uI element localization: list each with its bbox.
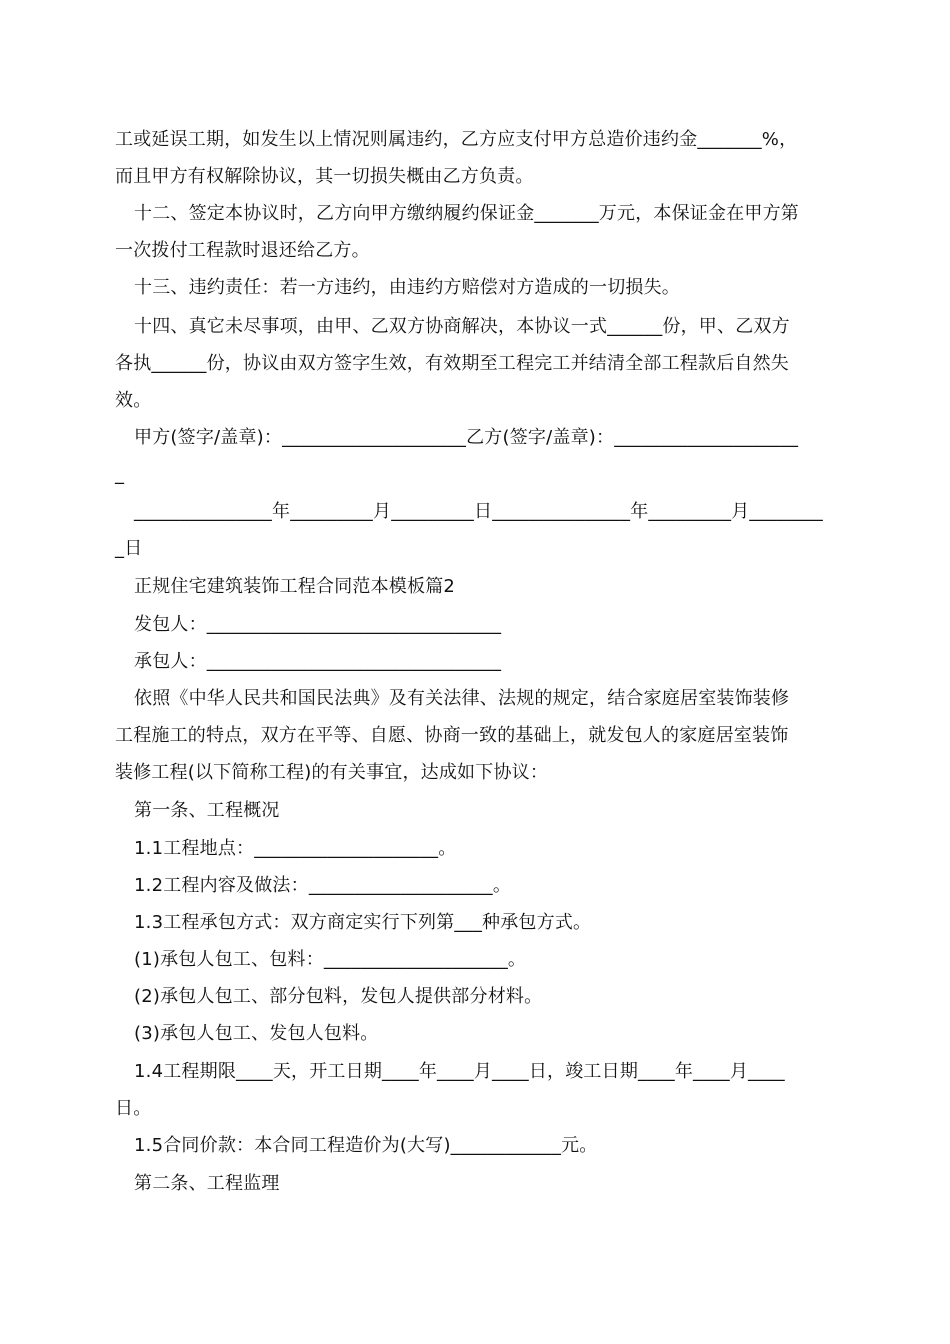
date-line: _______________年_________月_________日_______________年_________月________ (134, 501, 823, 522)
paragraph-line: 各执______份，协议由双方签字生效，有效期至工程完工并结清全部工程款后自然失 (115, 353, 789, 374)
date-line-continuation: _日 (115, 538, 143, 559)
clause-line: (2)承包人包工、部分包料，发包人提供部分材料。 (134, 986, 543, 1007)
clause-line: 1.1工程地点：____________________。 (134, 838, 457, 859)
paragraph-line: 工或延误工期，如发生以上情况则属违约，乙方应支付甲方总造价违约金_______%， (115, 129, 798, 150)
paragraph-line: 工程施工的特点，双方在平等、自愿、协商一致的基础上，就发包人的家庭居室装饰 (115, 725, 789, 746)
paragraph-line: 日。 (115, 1098, 152, 1119)
paragraph-line: 装修工程(以下简称工程)的有关事宜，达成如下协议： (115, 762, 549, 783)
contractor-field: 承包人：________________________________ (134, 651, 502, 672)
clause-14-line: 十四、真它未尽事项，由甲、乙双方协商解决，本协议一式______份，甲、乙双方 (134, 316, 790, 337)
clause-line: 1.5合同价款：本合同工程造价为(大写)____________元。 (134, 1135, 598, 1156)
employer-field: 发包人：________________________________ (134, 614, 502, 635)
clause-line: 1.3工程承包方式：双方商定实行下列第___种承包方式。 (134, 912, 592, 933)
paragraph-line: 一次拨付工程款时退还给乙方。 (115, 240, 370, 261)
paragraph-line: 效。 (115, 390, 152, 411)
signature-line-continuation: _ (115, 464, 125, 485)
clause-line: (3)承包人包工、发包人包料。 (134, 1023, 379, 1044)
clause-line: 1.4工程期限____天，开工日期____年____月____日，竣工日期____年____月____ (134, 1061, 785, 1082)
article-heading: 第一条、工程概况 (134, 800, 280, 821)
signature-line: 甲方(签字/盖章)：____________________乙方(签字/盖章)：____________________ (134, 427, 799, 448)
clause-12-line: 十二、签定本协议时，乙方向甲方缴纳履约保证金_______万元，本保证金在甲方第 (134, 203, 799, 224)
clause-line: (1)承包人包工、包料：____________________。 (134, 949, 527, 970)
paragraph-line: 而且甲方有权解除协议，其一切损失概由乙方负责。 (115, 166, 534, 187)
preamble-line: 依照《中华人民共和国民法典》及有关法律、法规的规定，结合家庭居室装饰装修 (134, 688, 790, 709)
section-title: 正规住宅建筑装饰工程合同范本模板篇2 (134, 576, 456, 597)
article-heading: 第二条、工程监理 (134, 1173, 280, 1194)
clause-13-line: 十三、违约责任：若一方违约，由违约方赔偿对方造成的一切损失。 (134, 277, 680, 298)
clause-line: 1.2工程内容及做法：____________________。 (134, 875, 512, 896)
